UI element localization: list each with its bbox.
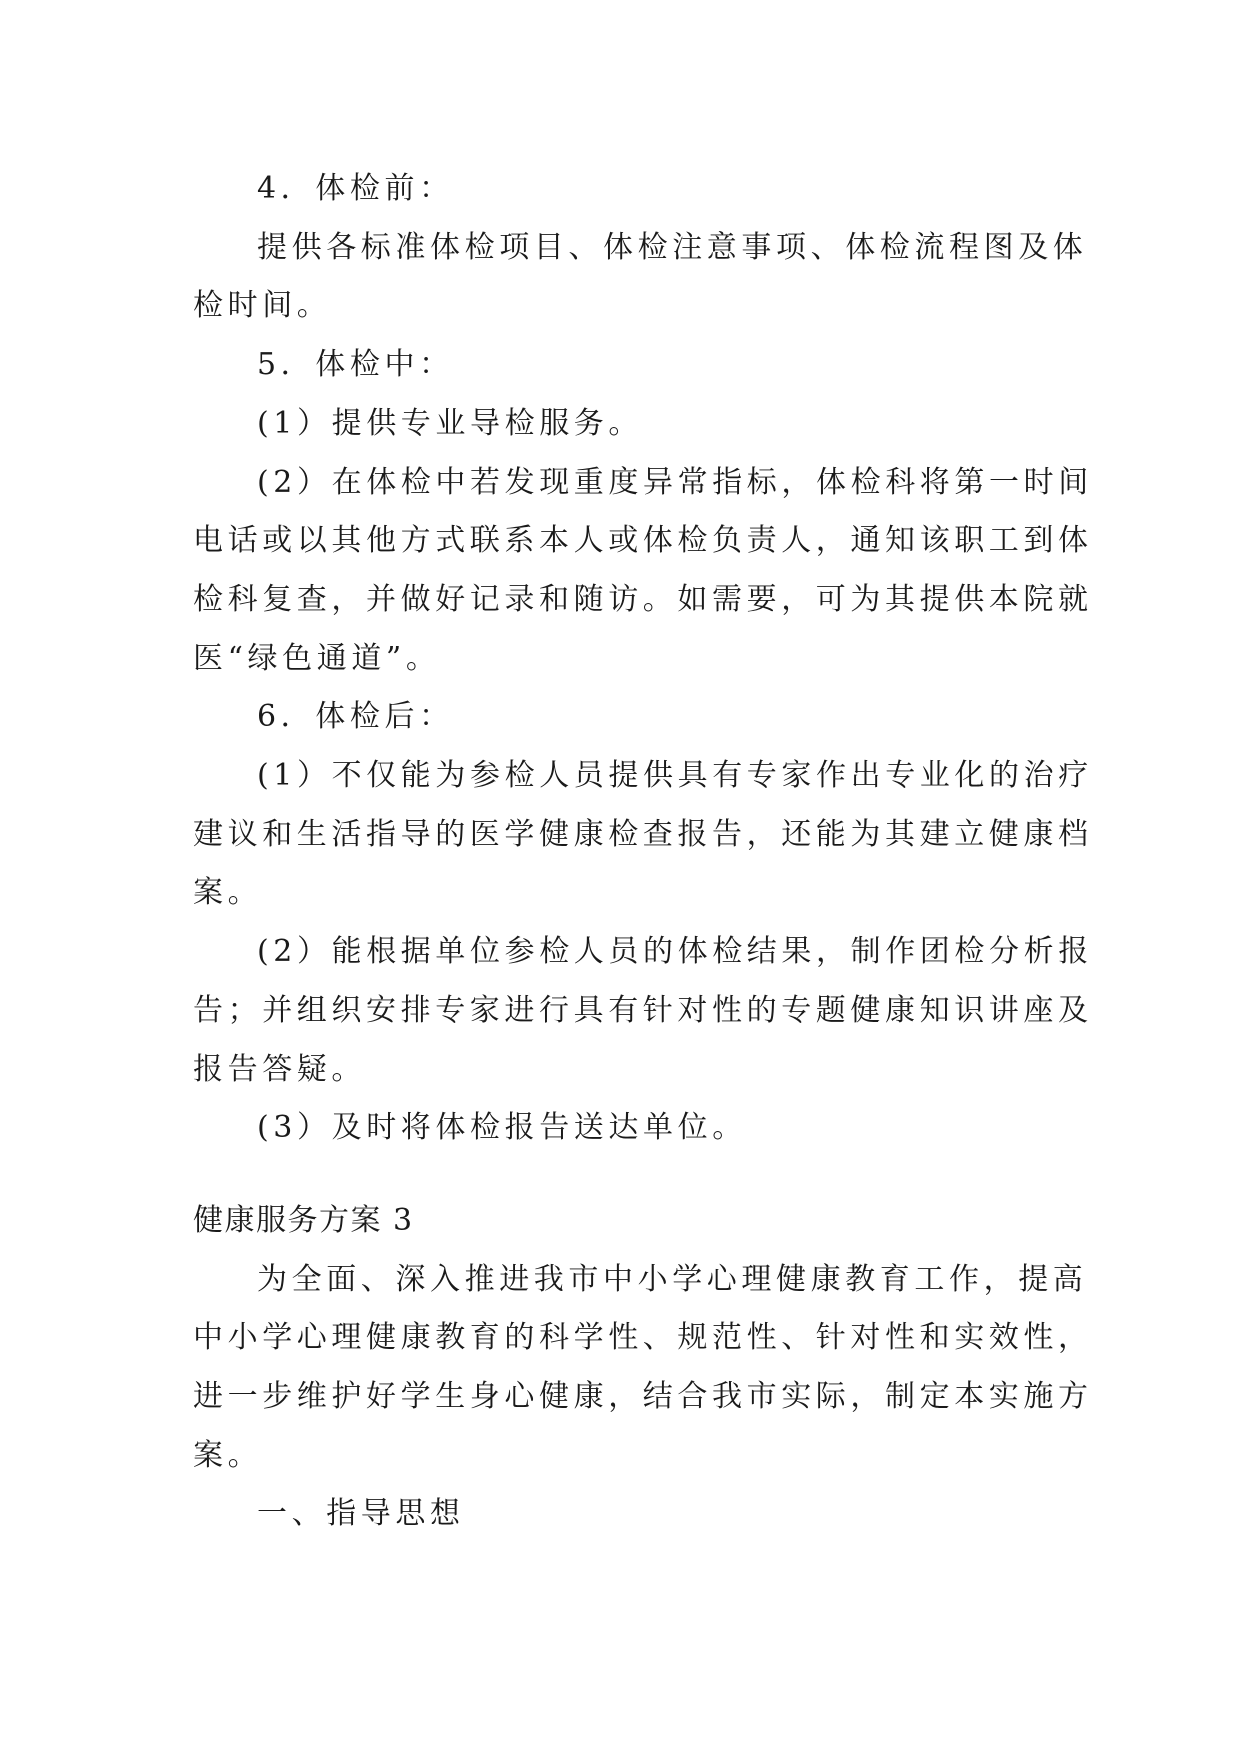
item-4-heading: 4．体检前： <box>257 171 454 206</box>
item-5-heading: 5．体检中： <box>257 347 454 383</box>
section-2-intro-line-1: 为全面、深入推进我市中小学心理健康教育工作，提高 <box>257 1261 1088 1297</box>
section-2-intro-line-4: 案。 <box>193 1437 263 1473</box>
section-2-subheading-1: 一、指导思想 <box>257 1496 465 1532</box>
section-2-intro-line-3: 进一步维护好学生身心健康，结合我市实际，制定本实施方 <box>193 1379 1093 1415</box>
item-6-1-line-1: (1）不仅能为参检人员提供具有专家作出专业化的治疗 <box>257 758 1093 794</box>
item-6-2-line-3: 报告答疑。 <box>193 1051 366 1087</box>
document-body <box>193 160 1093 1544</box>
section-spacer <box>193 1158 1055 1192</box>
item-6-2-line-2: 告；并组织安排专家进行具有针对性的专题健康知识讲座及 <box>193 992 1093 1028</box>
item-5-2-line-3: 检科复查，并做好记录和随访。如需要，可为其提供本院就 <box>193 581 1093 617</box>
item-6-1-line-3: 案。 <box>193 875 263 911</box>
section-2-intro-line-2: 中小学心理健康教育的科学性、规范性、针对性和实效性， <box>193 1320 1093 1356</box>
item-5-2-line-4: 医“绿色通道”。 <box>193 640 441 676</box>
item-5-2-line-1: (2）在体检中若发现重度异常指标，体检科将第一时间 <box>257 464 1093 500</box>
item-6-heading: 6．体检后： <box>257 699 454 735</box>
item-4-line-2: 检时间。 <box>193 288 332 324</box>
item-6-3: (3）及时将体检报告送达单位。 <box>257 1110 747 1146</box>
item-4-line-1: 提供各标准体检项目、体检注意事项、体检流程图及体 <box>257 229 1088 265</box>
item-6-2-line-1: (2）能根据单位参检人员的体检结果，制作团检分析报 <box>257 934 1093 970</box>
item-5-2-line-2: 电话或以其他方式联系本人或体检负责人，通知该职工到体 <box>193 523 1093 559</box>
section-2-title: 健康服务方案 3 <box>193 1202 414 1238</box>
item-6-1-line-2: 建议和生活指导的医学健康检查报告，还能为其建立健康档 <box>193 816 1093 852</box>
item-5-1: (1）提供专业导检服务。 <box>257 405 643 441</box>
